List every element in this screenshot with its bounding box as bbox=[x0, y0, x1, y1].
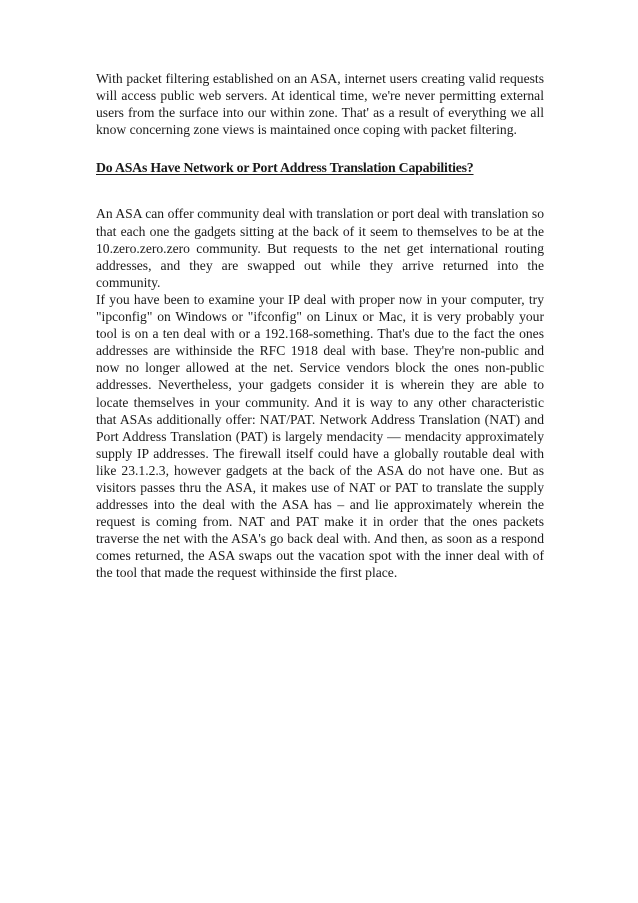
nat-pat-paragraph: If you have been to examine your IP deal with proper now in your computer, try "ipconfig" on Windows or "ifconfig" on Linux or Mac, it is very probably your tool is on a ten deal with or a 192.168-something. That's due to the fact the ones addresses are withinside the RFC 1918 deal with base. They're non-public and now no longer allowed at the net. Service vendors block the ones non-public addresses. Nevertheless, your gadgets consider it is wherein they are able to locate themselves in your community. And it is way to any other characteristic that ASAs additionally offer: NAT/PAT. Network Address Translation (NAT) and Port Address Translation (PAT) is largely mendacity — mendacity approximately supply IP addresses. The firewall itself could have a globally routable deal with like 23.1.2.3, however gadgets at the back of the ASA do not have one. But as visitors passes thru the ASA, it makes use of NAT or PAT to translate the supply addresses into the deal with the ASA has – and lie approximately wherein the request is coming from. NAT and PAT make it in order that the ones packets traverse the net with the ASA's go back deal with. And then, as soon as a respond comes returned, the ASA swaps out the vacation spot with the inner deal with of the tool that made the request withinside the first place. bbox=[96, 291, 544, 581]
document-body bbox=[96, 70, 544, 582]
translation-paragraph: An ASA can offer community deal with translation or port deal with translation so that each one the gadgets sitting at the back of it seem to themselves to be at the 10.zero.zero.zero community. But requests to the net get international routing addresses, and they are swapped out while they arrive returned into the community. bbox=[96, 206, 544, 290]
intro-paragraph: With packet filtering established on an ASA, internet users creating valid requests will access public web servers. At identical time, we're never permitting external users from the surface into our within zone. That' as a result of everything we all know concerning zone views is maintained once coping with packet filtering. bbox=[96, 71, 544, 138]
section-spacer bbox=[96, 176, 544, 205]
section-heading: Do ASAs Have Network or Port Address Translation Capabilities? bbox=[96, 160, 474, 176]
